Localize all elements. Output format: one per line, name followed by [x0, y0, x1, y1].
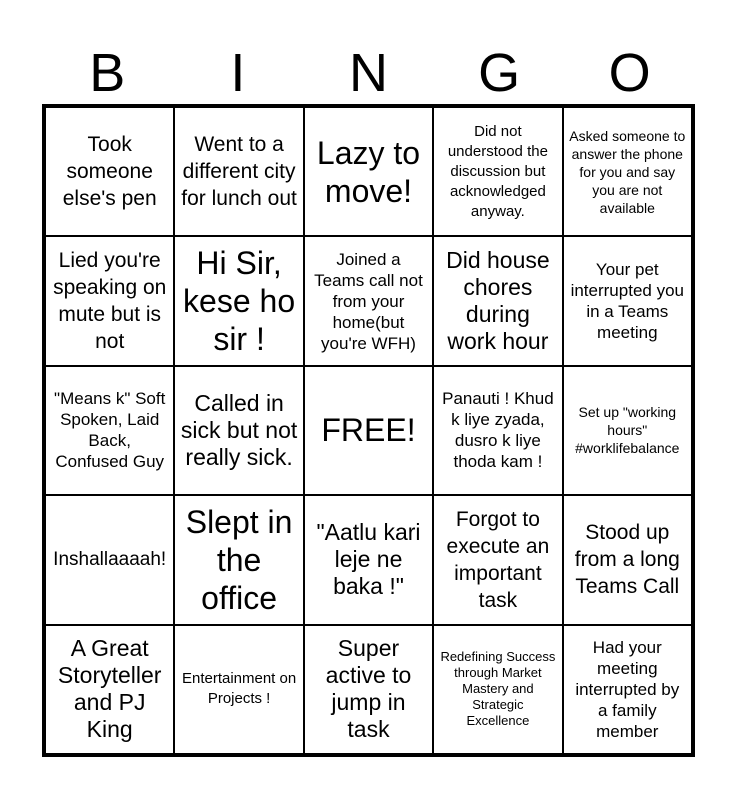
- bingo-cell-4-3[interactable]: [304, 495, 433, 624]
- cell-text: Went to a different city for lunch out: [181, 133, 297, 211]
- bingo-cell-4-4[interactable]: [433, 495, 562, 624]
- bingo-cell-1-5[interactable]: [563, 107, 692, 236]
- cell-text: Hi Sir, kese ho sir !: [183, 245, 296, 358]
- header-letter-i: I: [230, 43, 246, 103]
- cell-text: Your pet interrupted you in a Teams meeting: [570, 260, 684, 343]
- cell-text: Lazy to move!: [316, 134, 421, 209]
- bingo-cell-2-2[interactable]: [174, 236, 303, 365]
- bingo-cell-1-1[interactable]: [45, 107, 174, 236]
- header-letter-o: O: [608, 43, 651, 103]
- bingo-cell-1-3[interactable]: [304, 107, 433, 236]
- cell-text: Had your meeting interrupted by a family member: [575, 637, 680, 741]
- cell-text: Did not understood the discussion but acknowledged anyway.: [447, 122, 548, 220]
- cell-text: Set up "working hours" #worklifebalance: [575, 404, 680, 457]
- bingo-header: [42, 44, 695, 102]
- cell-text: Asked someone to answer the phone for you and say you are not available: [569, 127, 686, 216]
- bingo-cell-2-3[interactable]: [304, 236, 433, 365]
- bingo-cell-3-1[interactable]: [45, 366, 174, 495]
- cell-text: Super active to jump in task: [325, 635, 412, 743]
- bingo-cell-3-2[interactable]: [174, 366, 303, 495]
- cell-text: Redefining Success through Market Mastery and Strategic Excellence: [440, 649, 556, 729]
- bingo-cell-5-5[interactable]: [563, 625, 692, 754]
- cell-text: Joined a Teams call not from your home(but you're WFH): [314, 249, 423, 353]
- cell-text: Lied you're speaking on mute but is not: [53, 249, 167, 354]
- cell-text: Entertainment on Projects !: [181, 670, 297, 708]
- bingo-cell-5-1[interactable]: [45, 625, 174, 754]
- header-letter-n: N: [348, 43, 388, 103]
- cell-text: Slept in the office: [185, 503, 293, 616]
- bingo-cell-2-1[interactable]: [45, 236, 174, 365]
- header-letter-b: B: [89, 43, 126, 103]
- cell-text: "Means k" Soft Spoken, Laid Back, Confused Guy: [54, 389, 166, 472]
- bingo-cell-5-4[interactable]: [433, 625, 562, 754]
- cell-text: A Great Storyteller and PJ King: [57, 635, 162, 743]
- cell-text: "Aatlu kari leje ne baka !": [316, 519, 421, 600]
- bingo-cell-1-2[interactable]: [174, 107, 303, 236]
- bingo-cell-5-2[interactable]: [174, 625, 303, 754]
- bingo-cell-3-3[interactable]: [304, 366, 433, 495]
- bingo-cell-4-2[interactable]: [174, 495, 303, 624]
- header-letter-g: G: [478, 43, 521, 103]
- bingo-cell-1-4[interactable]: [433, 107, 562, 236]
- cell-text: Did house chores during work hour: [446, 247, 550, 355]
- bingo-cell-2-4[interactable]: [433, 236, 562, 365]
- bingo-cell-3-5[interactable]: [563, 366, 692, 495]
- cell-text: Inshallaaaah!: [53, 548, 167, 570]
- cell-text: Forgot to execute an important task: [446, 507, 550, 612]
- bingo-cell-3-4[interactable]: [433, 366, 562, 495]
- bingo-cell-4-1[interactable]: [45, 495, 174, 624]
- bingo-cell-2-5[interactable]: [563, 236, 692, 365]
- bingo-cell-4-5[interactable]: [563, 495, 692, 624]
- bingo-board: [42, 104, 695, 757]
- cell-text: Called in sick but not really sick.: [180, 389, 298, 470]
- free-space: FREE!: [321, 412, 416, 449]
- cell-text: Stood up from a long Teams Call: [574, 521, 680, 599]
- bingo-cell-5-3[interactable]: [304, 625, 433, 754]
- cell-text: Took someone else's pen: [62, 133, 157, 211]
- cell-text: Panauti ! Khud k liye zyada, dusro k liye thoda kam !: [442, 389, 554, 472]
